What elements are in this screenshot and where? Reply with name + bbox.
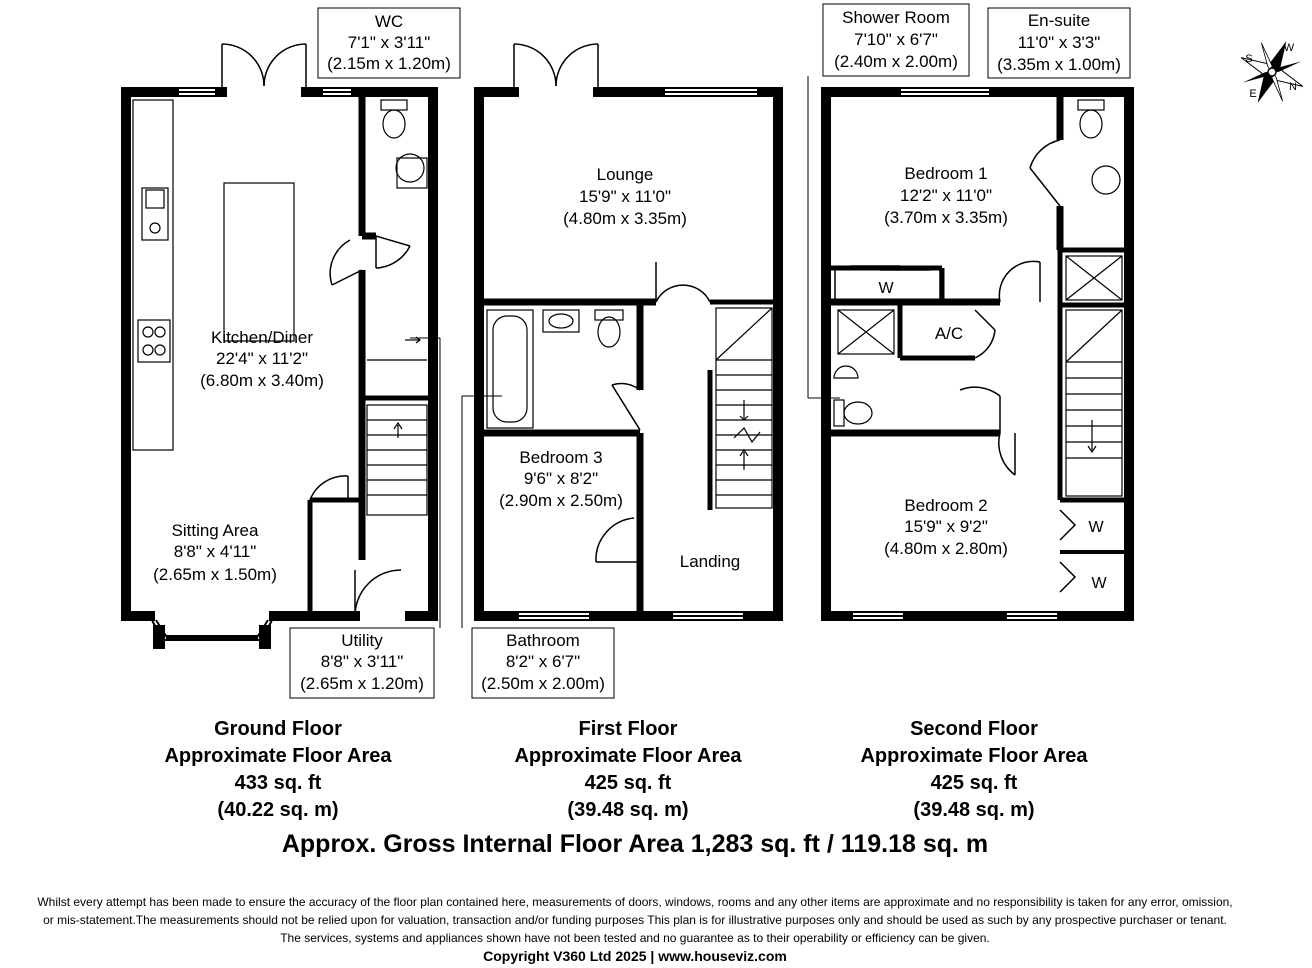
ac-cupboard-label: A/C: [934, 324, 964, 343]
lounge-imperial: 15'9" x 11'0": [579, 187, 671, 206]
bedroom1-imperial: 12'2" x 11'0": [900, 186, 992, 205]
ensuite-metric: (3.35m x 1.00m): [997, 55, 1121, 74]
disclaimer: [0, 893, 1270, 965]
kitchen-imperial: 22'4" x 11'2": [216, 349, 308, 368]
bathroom-imperial: 8'2" x 6'7": [505, 652, 581, 671]
ground-floor-area: [118, 716, 438, 824]
bedroom1-name: Bedroom 1: [904, 164, 988, 183]
wardrobe-label-bedroom2-a: W: [1088, 519, 1104, 536]
shower-room-metric: (2.40m x 2.00m): [834, 52, 958, 71]
bedroom3-imperial: 9'6" x 8'2": [523, 469, 599, 488]
floor-name: Ground Floor: [214, 718, 342, 740]
sitting-imperial: 8'8" x 4'11": [173, 542, 257, 561]
bathroom-name: Bathroom: [506, 631, 580, 650]
bedroom2-metric: (4.80m x 2.80m): [884, 539, 1008, 558]
first-floor-area: [468, 716, 788, 824]
floor-area-label: Approximate Floor Area: [164, 745, 392, 767]
compass-rose-icon: [1227, 27, 1312, 117]
shower-room-name: Shower Room: [842, 8, 950, 27]
lounge-metric: (4.80m x 3.35m): [563, 209, 687, 228]
kitchen-name: Kitchen/Diner: [210, 328, 314, 347]
wc-name: WC: [374, 12, 404, 31]
disclaimer-line: or mis-statement.The measurements should not be relied upon for valuation, transaction and/or funding purposes This plan is for illustrative purposes only and should be used as such by any prospective purchaser or tenant.: [43, 913, 1227, 927]
bedroom3-metric: (2.90m x 2.50m): [499, 491, 623, 510]
wardrobe-label-bedroom2-b: W: [1091, 575, 1107, 592]
bedroom3-name: Bedroom 3: [519, 448, 603, 467]
bathroom-metric: (2.50m x 2.00m): [481, 674, 605, 693]
lounge-name: Lounge: [596, 165, 654, 184]
ensuite-name: En-suite: [1027, 11, 1091, 30]
floor-area-sqm: (39.48 sq. m): [567, 799, 689, 821]
disclaimer-line: Whilst every attempt has been made to ensure the accuracy of the floor plan contained here, measurements of doors, windows, rooms and any other items are approximate and no responsibility is taken for any error, omission,: [37, 895, 1233, 909]
shower-room-imperial: 7'10" x 6'7": [854, 30, 938, 49]
floor-name: First Floor: [578, 718, 678, 740]
floor-area-label: Approximate Floor Area: [860, 745, 1088, 767]
compass-letter-n: N: [1289, 81, 1297, 93]
bedroom1-metric: (3.70m x 3.35m): [884, 208, 1008, 227]
bedroom2-name: Bedroom 2: [904, 496, 988, 515]
compass-letter-s: S: [1245, 53, 1253, 65]
ensuite-imperial: 11'0" x 3'3": [1017, 33, 1101, 52]
second-floor-area: [814, 716, 1134, 824]
compass-letter-w: W: [1283, 42, 1295, 54]
sitting-metric: (2.65m x 1.50m): [153, 565, 277, 584]
floor-area-sqft: 433 sq. ft: [234, 772, 322, 794]
floor-area-label: Approximate Floor Area: [514, 745, 742, 767]
bedroom2-imperial: 15'9" x 9'2": [904, 517, 988, 536]
floor-area-sqft: 425 sq. ft: [584, 772, 672, 794]
copyright-text: Copyright V360 Ltd 2025 | www.houseviz.com: [483, 948, 787, 964]
disclaimer-line: The services, systems and appliances shown have not been tested and no guarantee as to their operability or efficiency can be given.: [280, 931, 990, 945]
landing-name: Landing: [679, 552, 741, 571]
floor-area-sqft: 425 sq. ft: [930, 772, 1018, 794]
floor-name: Second Floor: [910, 718, 1038, 740]
utility-imperial: 8'8" x 3'11": [320, 652, 404, 671]
compass-letter-e: E: [1249, 88, 1257, 100]
wc-imperial: 7'1" x 3'11": [347, 33, 431, 52]
wc-metric: (2.15m x 1.20m): [327, 54, 451, 73]
utility-metric: (2.65m x 1.20m): [300, 674, 424, 693]
kitchen-metric: (6.80m x 3.40m): [200, 371, 324, 390]
floor-area-sqm: (40.22 sq. m): [217, 799, 339, 821]
gross-internal-area: Approx. Gross Internal Floor Area 1,283 sq. ft / 119.18 sq. m: [281, 830, 989, 858]
sitting-name: Sitting Area: [171, 521, 259, 540]
floor-area-sqm: (39.48 sq. m): [913, 799, 1035, 821]
first-floor-plan: [479, 44, 778, 620]
wardrobe-label-bedroom1: W: [878, 280, 894, 297]
utility-name: Utility: [341, 631, 383, 650]
